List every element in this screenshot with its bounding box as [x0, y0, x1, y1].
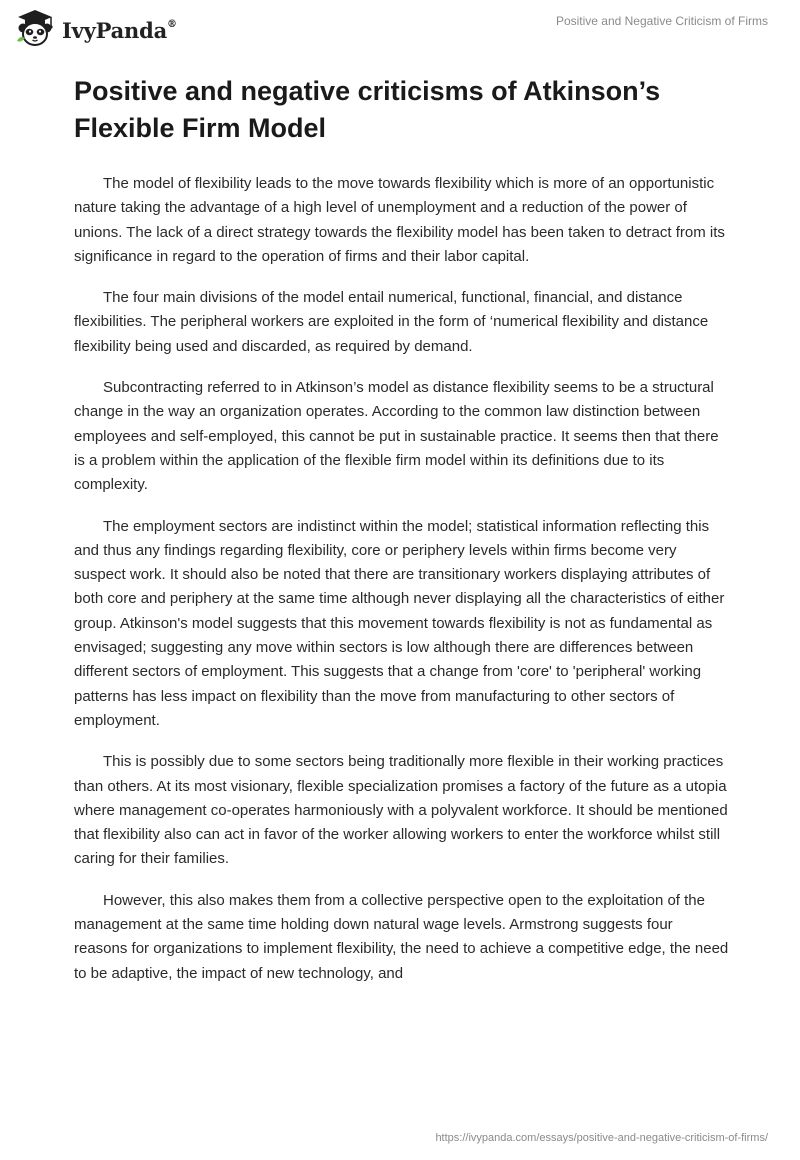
paragraph: The model of flexibility leads to the move towards flexibility which is more of an opportunistic nature taking the advantage of a high level of unemployment and a reduction of the power of unions. The lack of a direct strategy towards the flexibility model has been taken to detract from its significance in regard to the operation of firms and their labor capital. [74, 175, 725, 265]
header-document-title: Positive and Negative Criticism of Firms [555, 14, 768, 28]
paragraph: The employment sectors are indistinct within the model; statistical information reflecting this and thus any findings regarding flexibility, core or periphery levels within firms become very suspect work. It should also be noted that there are transitionary workers displaying attributes of both core and periphery at the same time although never displaying all the characteristics of either group. Atkinson's model suggests that this movement towards flexibility is not as fundamental as envisaged; suggesting any move within sectors is low although there are differences between different sectors of employment. This suggests that a change from 'core' to 'peripheral' working patterns has less impact on flexibility than the move from manufacturing to other sectors of employment. [74, 517, 725, 729]
source-url[interactable]: https://ivypanda.com/essays/positive-and-negative-criticism-of-firms/ [435, 1132, 768, 1144]
registered-mark: ® [167, 18, 177, 30]
paragraph: Subcontracting referred to in Atkinson’s model as distance flexibility seems to be a structural change in the way an organization operates. According to the common law distinction between employees and self-employed, this cannot be put in sustainable practice. It seems then that there is a problem within the application of the flexible firm model within its definitions due to its complexity. [74, 379, 719, 494]
article-body [74, 172, 730, 1003]
paragraph: The four main divisions of the model entail numerical, functional, financial, and distance flexibilities. The peripheral workers are exploited in the form of ‘numerical flexibility and distance flexibility being used and discarded, as required by demand. [74, 289, 709, 355]
ivypanda-logo[interactable] [14, 8, 177, 48]
paragraph: However, this also makes them from a collective perspective open to the exploitation of the management at the same time holding down natural wage levels. Armstrong suggests four reasons for organizations to implement flexibility, the need to achieve a competitive edge, the need to be adaptive, the impact of new technology, and [74, 891, 729, 982]
article-title: Positive and negative criticisms of Atkinson’s Flexible Firm Model [74, 76, 661, 143]
panda-graduate-icon [14, 8, 56, 48]
page-header [0, 0, 800, 60]
brand-name: IvyPanda® [62, 17, 177, 43]
paragraph: This is possibly due to some sectors being traditionally more flexible in their working practices than others. At its most visionary, flexible specialization promises a factory of the future as a utopia where management co-operates harmoniously with a polyvalent workforce. It should be mentioned that flexibility also can act in favor of the worker allowing workers to enter the workforce whilst still caring for their families. [74, 753, 728, 868]
